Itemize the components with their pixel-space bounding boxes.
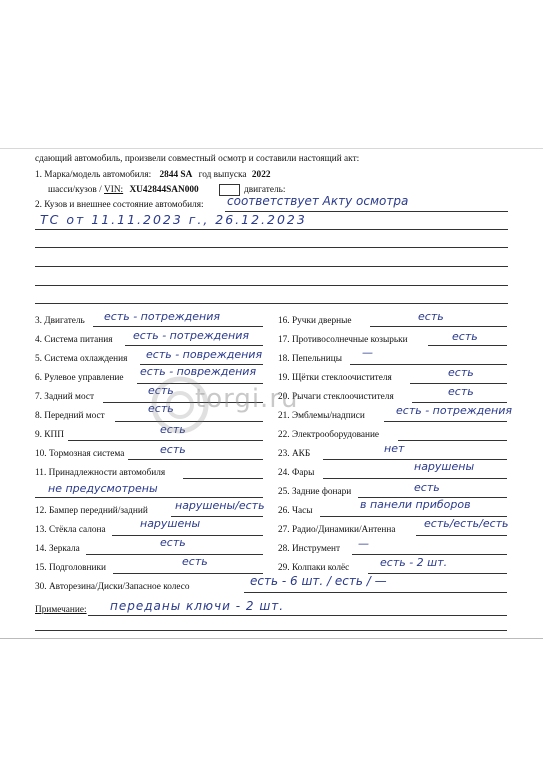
item-30-value: есть - 6 шт. / есть / —	[250, 574, 387, 588]
vin-label: VIN:	[104, 185, 124, 195]
body-condition-handwriting-1: соответствует Акту осмотра	[227, 194, 409, 208]
item-9-label: 9. КПП	[35, 430, 64, 440]
item-19-value: есть	[448, 366, 474, 379]
rule-line	[112, 535, 263, 536]
item-6-value: есть - повреждения	[140, 365, 257, 378]
model-label	[35, 170, 270, 181]
item-15-value: есть	[182, 555, 208, 568]
body-condition-handwriting-2: ТС от 11.11.2023 г., 26.12.2023	[40, 212, 307, 227]
watermark-text: torgi.ru	[195, 384, 299, 414]
item-3-label: 3. Двигатель	[35, 316, 85, 326]
item-14-value: есть	[160, 536, 186, 549]
item-13-value: нарушены	[140, 517, 201, 530]
item-10-label: 10. Тормозная система	[35, 449, 125, 459]
rule-line	[86, 554, 263, 555]
rule-line	[352, 554, 507, 555]
item-12-label: 12. Бампер передний/задний	[35, 506, 148, 516]
model-value: 2844 SA	[159, 170, 193, 180]
item-10-value: есть	[160, 443, 186, 456]
item-11-label: 11. Принадлежности автомобиля	[35, 468, 166, 478]
item-5-value: есть - повреждения	[146, 348, 263, 361]
rule-line	[88, 615, 507, 616]
rule-line	[350, 364, 507, 365]
item-24-value: нарушены	[414, 460, 475, 473]
rule-line	[244, 592, 507, 593]
item-8-value: есть	[148, 402, 174, 415]
item-27-value: есть/есть/есть	[424, 517, 509, 530]
item-25-label: 25. Задние фонари	[278, 487, 352, 497]
item-24-label: 24. Фары	[278, 468, 315, 478]
item-11-value: не предусмотрены	[48, 482, 158, 495]
item-18-label: 18. Пепельницы	[278, 354, 342, 364]
model-label-text: 1. Марка/модель автомобиля:	[35, 170, 152, 180]
rule-line	[323, 478, 507, 479]
item-22-label: 22. Электрооборудование	[278, 430, 380, 440]
rule-line	[35, 229, 508, 230]
rule-line	[368, 573, 507, 574]
item-21-value: есть - потреждения	[396, 404, 512, 417]
rule-line	[35, 285, 508, 286]
intro-text: сдающий автомобиль, произвели совместный осмотр и составили настоящий акт:	[35, 154, 360, 164]
item-28-label: 28. Инструмент	[278, 544, 341, 554]
item-15-label: 15. Подголовники	[35, 563, 106, 573]
item-3-value: есть - потреждения	[104, 310, 220, 323]
rule-line	[35, 247, 508, 248]
item-28-value: —	[358, 537, 369, 550]
item-20-label: 20. Рычаги стеклоочистителя	[278, 392, 394, 402]
item-14-label: 14. Зеркала	[35, 544, 80, 554]
previous-page-blank	[0, 0, 543, 150]
item-7-value: есть	[148, 384, 174, 397]
rule-line	[398, 440, 507, 441]
item-23-label: 23. АКБ	[278, 449, 311, 459]
rule-line	[370, 326, 507, 327]
item-29-label: 29. Колпаки колёс	[278, 563, 350, 573]
item-5-label: 5. Система охлаждения	[35, 354, 128, 364]
item-19-label: 19. Щётки стеклоочистителя	[278, 373, 392, 383]
vin-value: XU42844SAN000	[129, 185, 199, 195]
note-label: Примечание:	[35, 605, 87, 615]
rule-line	[35, 497, 263, 498]
item-26-value: в панели приборов	[360, 498, 471, 511]
rule-line	[416, 535, 507, 536]
year-value: 2022	[251, 170, 271, 180]
item-4-label: 4. Система питания	[35, 335, 113, 345]
engine-label: двигатель:	[244, 185, 286, 195]
chassis-label: шасси/кузов	[48, 185, 97, 195]
item-21-label: 21. Эмблемы/надписи	[278, 411, 365, 421]
rule-line	[125, 345, 263, 346]
item-20-value: есть	[448, 385, 474, 398]
item-30-label: 30. Авторезина/Диски/Запасное колесо	[35, 582, 190, 592]
rule-line	[93, 326, 263, 327]
year-label: год выпуска	[198, 170, 247, 180]
page-edge	[0, 638, 543, 639]
rule-line	[428, 345, 507, 346]
note-value: переданы ключи - 2 шт.	[110, 599, 285, 613]
item-13-label: 13. Стёкла салона	[35, 525, 106, 535]
item-29-value: есть - 2 шт.	[380, 556, 448, 569]
item-27-label: 27. Радио/Динамики/Антенна	[278, 525, 396, 535]
item-16-value: есть	[418, 310, 444, 323]
rule-line	[113, 573, 263, 574]
rule-line	[35, 303, 508, 304]
item-23-value: нет	[384, 442, 405, 455]
item-6-label: 6. Рулевое управление	[35, 373, 124, 383]
item-26-label: 26. Часы	[278, 506, 313, 516]
chassis-sep: /	[96, 185, 105, 195]
item-17-value: есть	[452, 330, 478, 343]
item-4-value: есть - потреждения	[133, 329, 249, 342]
rule-line	[35, 266, 508, 267]
item-8-label: 8. Передний мост	[35, 411, 105, 421]
item-9-value: есть	[160, 423, 186, 436]
next-page-blank	[0, 638, 543, 768]
item-17-label: 17. Противосолнечные козырьки	[278, 335, 408, 345]
body-condition-label: 2. Кузов и внешнее состояние автомобиля:	[35, 200, 204, 210]
rule-line	[68, 440, 263, 441]
item-25-value: есть	[414, 481, 440, 494]
rule-line	[183, 478, 263, 479]
item-12-value: нарушены/есть	[175, 499, 265, 512]
item-16-label: 16. Ручки дверные	[278, 316, 352, 326]
item-7-label: 7. Задний мост	[35, 392, 95, 402]
rule-line	[128, 459, 263, 460]
rule-line	[35, 630, 507, 631]
chassis-row	[48, 185, 199, 196]
item-18-value: —	[362, 346, 373, 359]
page-edge	[0, 148, 543, 149]
